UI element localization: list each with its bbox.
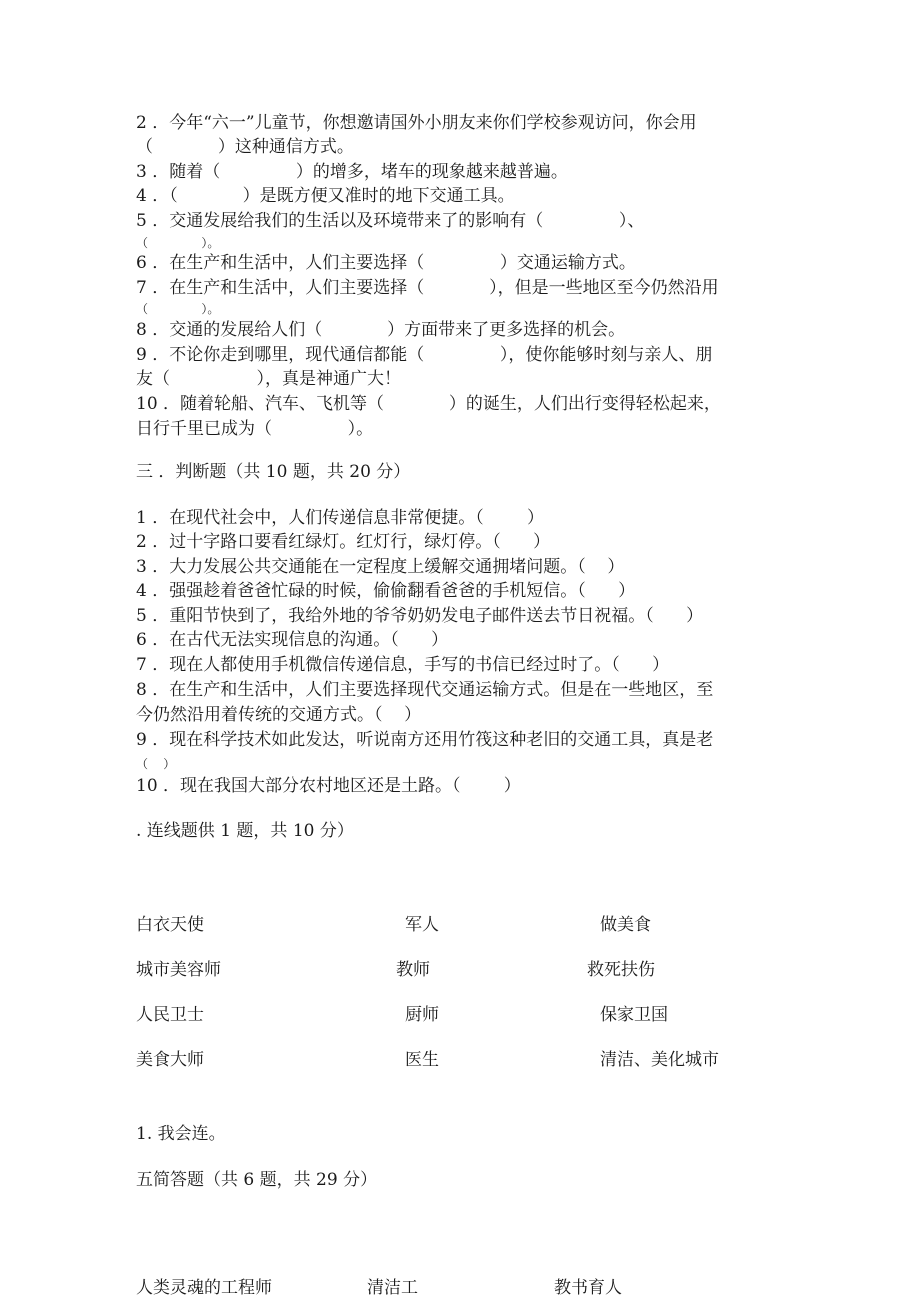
- match-item-left: 人民卫士: [136, 1005, 204, 1025]
- question-line: 10 ．随着轮船、汽车、飞机等（ ）的诞生，人们出行变得轻松起来，: [136, 394, 721, 414]
- question-line: 4 ．（ ）是既方便又准时的地下交通工具。: [136, 186, 515, 206]
- question-line: 7 ．现在人都使用手机微信传递信息，手写的书信已经过时了。（ ）: [136, 655, 670, 675]
- question-line: 友（ ），真是神通广大！: [136, 369, 401, 389]
- question-line: 8 ．在生产和生活中，人们主要选择现代交通运输方式。但是在一些地区，至: [136, 680, 714, 700]
- match-item-right: 保家卫国: [600, 1005, 668, 1025]
- question-line: 9 ．不论你走到哪里，现代通信都能（ ），使你能够时刻与亲人、朋: [136, 345, 713, 365]
- match-item-middle: 教师: [396, 960, 430, 980]
- match-item-left: 白衣天使: [136, 915, 204, 935]
- match-item-right: 救死扶伤: [587, 960, 655, 980]
- match-item-left: 城市美容师: [136, 960, 221, 980]
- question-line: 8 ．交通的发展给人们（ ）方面带来了更多选择的机会。: [136, 320, 626, 340]
- section-heading: 五简答题（共 6 题，共 29 分）: [136, 1170, 378, 1190]
- question-line: 5 ．交通发展给我们的生活以及环境带来了的影响有（ ）、: [136, 211, 645, 231]
- question-line: （ ）: [136, 757, 176, 771]
- match-item-middle: 厨师: [405, 1005, 439, 1025]
- question-line: 2 ．过十字路口要看红绿灯。红灯行，绿灯停。（ ）: [136, 532, 551, 552]
- question-line: 日行千里已成为（ ）。: [136, 419, 374, 439]
- match-item-left: 人类灵魂的工程师: [136, 1278, 272, 1298]
- section-heading: . 连线题供 1 题，共 10 分）: [136, 821, 354, 841]
- match-item-left: 美食大师: [136, 1050, 204, 1070]
- match-item-right: 清洁、美化城市: [600, 1050, 719, 1070]
- question-line: 7 ．在生产和生活中，人们主要选择（ ），但是一些地区至今仍然沿用: [136, 278, 719, 298]
- question-line: （ ）。: [136, 236, 220, 250]
- question-line: 9 ．现在科学技术如此发达，听说南方还用竹筏这种老旧的交通工具，真是老: [136, 730, 714, 750]
- question-line: 4 ．强强趁着爸爸忙碌的时候，偷偷翻看爸爸的手机短信。（ ）: [136, 581, 636, 601]
- match-item-middle: 军人: [405, 915, 439, 935]
- match-item-middle: 医生: [405, 1050, 439, 1070]
- question-line: 2 ．今年“六一”儿童节，你想邀请国外小朋友来你们学校参观访问，你会用: [136, 113, 697, 133]
- question-line: 3 ．大力发展公共交通能在一定程度上缓解交通拥堵问题。（ ）: [136, 557, 625, 577]
- question-line: 今仍然沿用着传统的交通方式。（ ）: [136, 705, 422, 725]
- question-line: 1. 我会连。: [136, 1124, 226, 1144]
- question-line: 6 ．在生产和生活中，人们主要选择（ ）交通运输方式。: [136, 253, 636, 273]
- match-item-right: 做美食: [600, 915, 651, 935]
- question-line: 10 ．现在我国大部分农村地区还是土路。（ ）: [136, 776, 521, 796]
- question-line: （ ）这种通信方式。: [136, 137, 354, 157]
- question-line: 1 ．在现代社会中，人们传递信息非常便捷。（ ）: [136, 508, 544, 528]
- section-heading: 三 ．判断题（共 10 题，共 20 分）: [136, 462, 411, 482]
- match-item-right: 教书育人: [554, 1278, 622, 1298]
- question-line: （ ）。: [136, 302, 220, 316]
- question-line: 5 ．重阳节快到了，我给外地的爷爷奶奶发电子邮件送去节日祝福。（ ）: [136, 606, 704, 626]
- question-line: 6 ．在古代无法实现信息的沟通。（ ）: [136, 630, 449, 650]
- match-item-middle: 清洁工: [367, 1278, 418, 1298]
- question-line: 3 ．随着（ ）的增多，堵车的现象越来越普遍。: [136, 162, 568, 182]
